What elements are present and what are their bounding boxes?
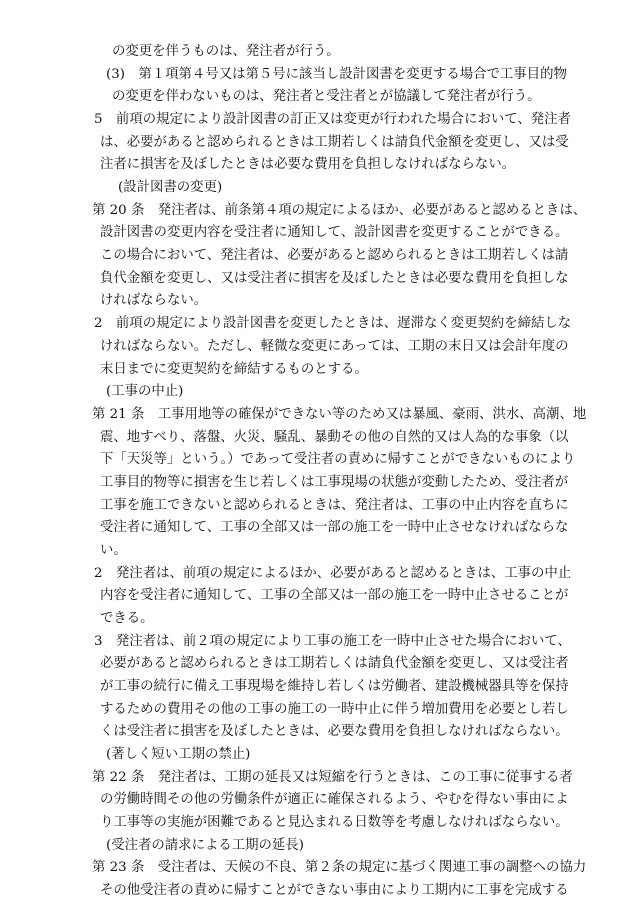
text-line: が工事の続行に備え工事現場を維持し若しくは労働者、建設機械器具等を保持 [100,678,569,694]
text-line: は、必要があると認められるときは工期若しくは請負代金額を変更し、又は受 [100,134,569,150]
text-line: 注者に損害を及ぼしたときは必要な費用を負担しなければならない。 [100,157,516,173]
text-line: の変更を伴うものは、発注者が行う。 [112,44,340,59]
text-line: の労働時間その他の労働条件が適正に確保されるよう、やむを得ない事由によ [100,792,569,808]
text-line: 設計図書の変更内容を受注者に通知して、設計図書を変更することができる。 [100,225,569,241]
text-line: 内容を受注者に通知して、工事の全部又は一部の施工を一時中止させることが [100,588,569,604]
text-line: 第 20 条 発注者は、前条第４項の規定によるほか、必要があると認めるときは、 [92,202,587,218]
text-line: 受注者に通知して、工事の全部又は一部の施工を一時中止させなければならな [100,520,569,536]
section-heading: (工事の中止) [106,384,184,400]
text-line: 必要があると認められるときは工期若しくは請負代金額を変更し、又は受注者 [100,656,569,672]
text-line: り工事等の実施が困難であると見込まれる日数等を考慮しなければならない。 [100,815,569,830]
text-line: 第 23 条 受注者は、天候の不良、第２条の規定に基づく関連工事の調整への協力 [92,860,587,876]
text-line: ければならない。ただし、軽微な変更にあっては、工期の末日又は会計年度の [100,338,569,354]
text-line: 下「天災等」という。）であって受注者の責めに帰すことができないものにより [100,452,576,468]
section-heading: (設計図書の変更) [118,180,223,196]
text-line: 3 発注者は、前２項の規定により工事の施工を一時中止させた場合において、 [94,633,571,649]
text-line: その他受注者の責めに帰すことができない事由により工期内に工事を完成する [100,883,569,898]
text-line: (3) 第１項第４号又は第５号に該当し設計図書を変更する場合で工事目的物 [106,66,567,82]
text-line: できる。 [100,610,154,626]
text-line: 2 発注者は、前項の規定によるほか、必要があると認めるときは、工事の中止 [94,565,572,581]
text-line: 工事目的物等に損害を生じ若しくは工事現場の状態が変動したため、受注者が [100,474,569,490]
text-line: 工事を施工できないと認められるときは、発注者は、工事の中止内容を直ちに [100,497,569,513]
section-heading: (著しく短い工期の禁止) [106,746,251,762]
text-line: の変更を伴わないものは、発注者と受注者とが協議して発注者が行う。 [112,89,541,105]
text-line: この場合において、発注者は、必要があると認められるときは工期若しくは請 [100,248,569,264]
text-line: 第 22 条 発注者は、工期の延長又は短縮を行うときは、この工事に従事する者 [92,769,573,785]
text-line: 負代金額を変更し、又は受注者に損害を及ぼしたときは必要な費用を負担しな [100,270,569,286]
text-line: 震、地すべり、落盤、火災、騒乱、暴動その他の自然的又は人為的な事象（以 [100,429,569,445]
text-line: 末日までに変更契約を締結するものとする。 [100,361,368,377]
text-line: い。 [100,542,127,558]
text-line: 第 21 条 工事用地等の確保ができない等のため又は暴風、豪雨、洪水、高潮、地 [92,406,587,422]
text-line: 5 前項の規定により設計図書の訂正又は変更が行われた場合において、発注者 [94,112,571,127]
text-line: ければならない。 [100,293,208,309]
text-line: するための費用その他の工事の施工の一時中止に伴う増加費用を必要とし若し [100,701,569,717]
section-heading: (受注者の請求による工期の延長) [106,837,304,853]
text-line: くは受注者に損害を及ぼしたときは、必要な費用を負担しなければならない。 [100,724,569,740]
text-line: 2 前項の規定により設計図書を変更したときは、遅滞なく変更契約を締結しな [94,316,572,332]
